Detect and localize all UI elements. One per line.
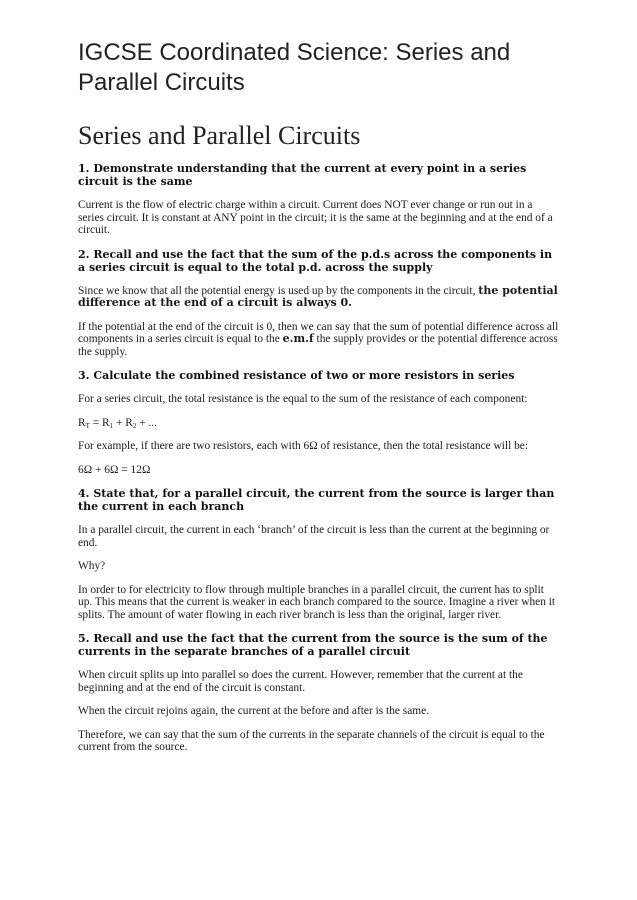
- q2-p1-text: Since we know that all the potential energy is used up by the components in the circuit,: [78, 284, 479, 297]
- q2-p2-text-b: the supply provides or the potential difference across the supply.: [78, 333, 558, 358]
- question-2-paragraph-1: [78, 285, 559, 310]
- formula-eq: = R: [89, 416, 110, 429]
- question-3-paragraph-1: For a series circuit, the total resistance is the equal to the sum of the resistance of each component:: [78, 393, 528, 405]
- document-title: IGCSE Coordinated Science: Series and Parallel Circuits: [78, 39, 511, 96]
- question-3-heading: 3. Calculate the combined resistance of two or more resistors in series: [78, 369, 515, 382]
- question-2-heading: 2. Recall and use the fact that the sum of the p.d.s across the components in a series circuit is equal to the total p.d. across the supply: [78, 247, 553, 274]
- formula-r: R: [78, 416, 86, 429]
- question-3-paragraph-2: For example, if there are two resistors, each with 6Ω of resistance, then the total resistance will be:: [78, 440, 529, 452]
- question-4-paragraph-2: Why?: [78, 560, 106, 572]
- formula-sub-t: T: [85, 421, 90, 430]
- question-1-paragraph: Current is the flow of electric charge within a circuit. Current does NOT ever change or run out in a series circuit. It is constant at ANY point in the circuit; it is the same at the beginning and at the end of a circuit.: [78, 199, 553, 236]
- question-5-paragraph-1: When circuit splits up into parallel so does the current. However, remember that the current at the beginning and at the end of the circuit is constant.: [78, 669, 523, 694]
- question-5-paragraph-2: When the circuit rejoins again, the current at the before and after is the same.: [78, 705, 430, 717]
- question-2-paragraph-2: [78, 321, 559, 359]
- formula-plus: + R: [113, 416, 133, 429]
- question-1-heading: 1. Demonstrate understanding that the current at every point in a series circuit is the same: [78, 162, 527, 188]
- q2-p2-text-a: If the potential at the end of the circuit is 0, then we can say that the sum of potential difference across all components in a series circuit is equal to the: [78, 320, 559, 345]
- question-5-paragraph-3: Therefore, we can say that the sum of the currents in the separate channels of the circuit is equal to the current from the source.: [78, 728, 545, 753]
- question-3-example: 6Ω + 6Ω = 12Ω: [78, 463, 151, 476]
- formula-sub-2: 2: [132, 421, 137, 430]
- section-title: Series and Parallel Circuits: [78, 121, 361, 150]
- q2-p1-bold: the potential difference at the end of a circuit is always 0.: [78, 283, 558, 309]
- formula-tail: + ...: [136, 416, 157, 429]
- question-4-heading: 4. State that, for a parallel circuit, the current from the source is larger than the current in each branch: [78, 487, 555, 513]
- question-5-heading: 5. Recall and use the fact that the current from the source is the sum of the currents in the separate branches of a parallel circuit: [78, 632, 548, 658]
- formula-sub-1: 1: [109, 421, 114, 430]
- resistance-formula: [78, 417, 559, 430]
- question-4-paragraph-1: In a parallel circuit, the current in each ‘branch’ of the circuit is less than the current at the beginning or end.: [78, 524, 550, 549]
- question-4-paragraph-3: In order to for electricity to flow through multiple branches in a parallel circuit, the current has to split up. This means that the current is weaker in each branch compared to the source. Imagine a river when it splits. The amount of water flowing in each river branch is less than the original, larger river.: [78, 583, 556, 621]
- q2-p2-bold: e.m.f: [282, 332, 314, 345]
